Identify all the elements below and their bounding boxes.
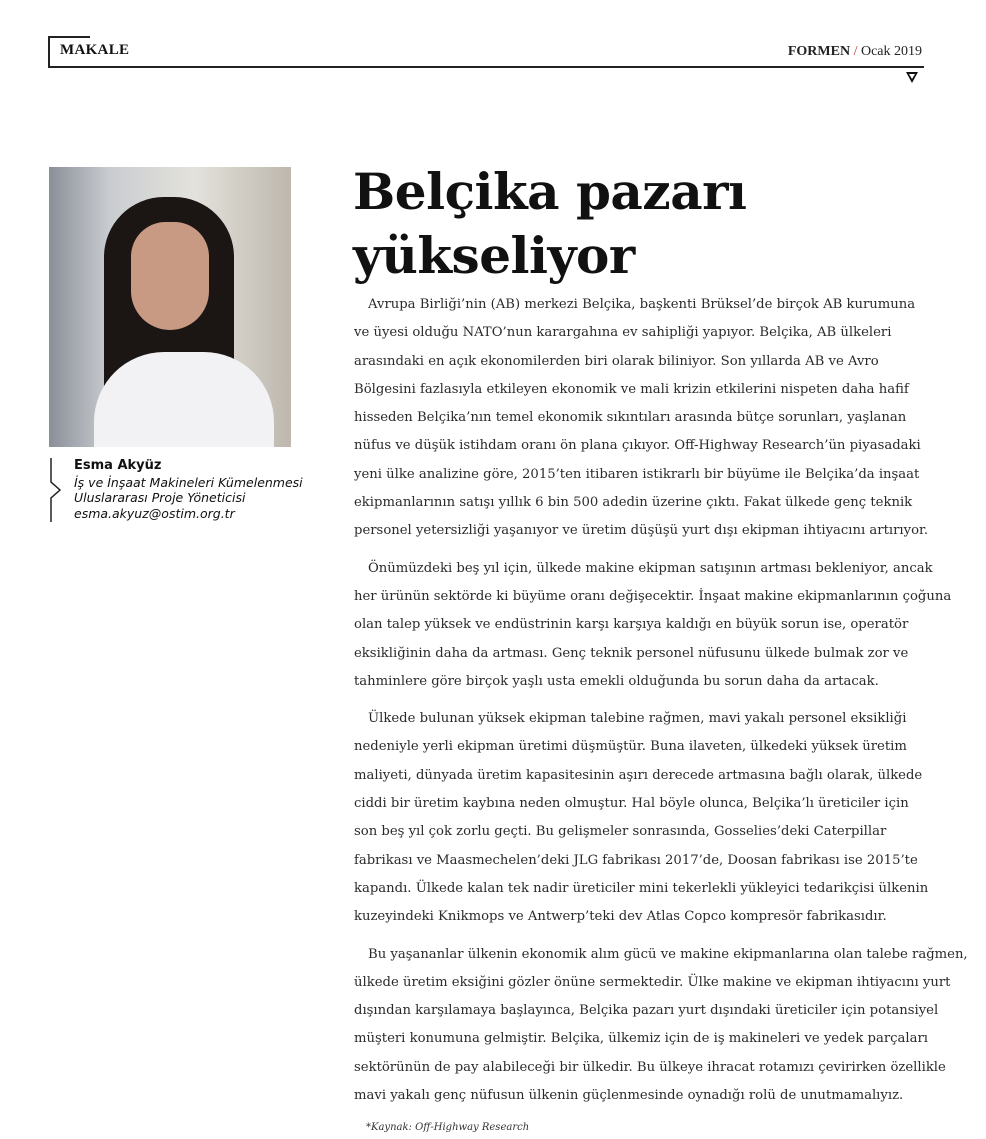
text-line: sektörünün de pay alabileceği bir ülkedir. Bu ülkeye ihracat rotamızı çevirirken özellikle [354,1059,946,1075]
text-line: eksikliğinin daha da artması. Genç teknik personel nüfusunu ülkede bulmak zor ve [354,645,909,661]
magazine-name: FORMEN [787,44,851,59]
paragraph [354,555,952,696]
bracket-icon [50,458,62,522]
paragraph [354,941,968,1111]
text-line: müşteri konumuna gelmiştir. Belçika, ülkemiz için de iş makineleri ve yedek parçaları [354,1031,928,1047]
text-line: ciddi bir üretim kaybına neden olmuştur. Hal böyle olunca, Belçika’lı üreticiler için [354,796,909,812]
article-title [353,160,746,288]
text-line: arasındaki en açık ekonomilerden biri olarak biliniyor. Son yıllarda AB ve Avro [354,353,879,369]
text-line: personel yetersizliği yaşanıyor ve üretim düşüşü yurt dışı ekipman ihtiyacını artırıyor. [354,523,929,539]
text-line: olan talep yüksek ve endüstrinin karşı karşıya kaldığı en büyük sorun ise, operatör [354,617,909,633]
text-line: nüfus ve düşük istihdam oranı ön plana çıkıyor. Off-Highway Research’ün piyasadaki [354,438,921,454]
issue-date: Ocak 2019 [860,44,922,59]
paragraph [354,291,929,546]
text-line: Avrupa Birliği’nin (AB) merkezi Belçika, başkenti Brüksel’de birçok AB kurumuna [368,297,916,312]
author-byline [50,458,310,522]
paragraph [354,705,929,931]
title-line: Belçika pazarı [353,162,747,221]
text-line: maliyeti, dünyada üretim kapasitesinin aşırı derecede artmasına bağlı olarak, ülkede [354,767,923,783]
text-line: ülkede üretim eksiğini gözler önüne sermektedir. Ülke makine ve ekipman ihtiyacını yurt [354,974,951,990]
text-line: tahminlere göre birçok yaşlı usta emekli olduğunda bu sorun daha da artacak. [354,673,879,689]
text-line: son beş yıl çok zorlu geçti. Bu gelişmeler sonrasında, Gosselies’deki Caterpillar [354,824,887,840]
text-line: ekipmanlarının satışı yıllık 6 bin 500 adedin üzerine çıktı. Fakat ülkede genç teknik [354,495,913,511]
text-line: kapandı. Ülkede kalan tek nadir üreticiler mini tekerlekli yükleyici tedarikçisi ülkenin [354,880,929,896]
footnote: *Kaynak: Off-Highway Research [366,1122,530,1133]
text-line: Bölgesini fazlasıyla etkileyen ekonomik ve mali krizin etkilerini nispeten daha hafif [354,381,909,397]
text-line: kuzeyindeki Knikmops ve Antwerp’teki dev Atlas Copco kompresör fabrikasıdır. [354,909,887,925]
text-line: fabrikası ve Maasmechelen’deki JLG fabrikası 2017’de, Doosan fabrikası ise 2015’te [354,852,918,868]
author-name: Esma Akyüz [74,458,162,473]
text-line: hisseden Belçika’nın temel ekonomik sıkıntıları arasında bütçe sorunları, yaşlanan [354,410,907,426]
separator: / [853,44,858,59]
text-line: mavi yakalı genç nüfusun ülkenin güçlenmesinde oynadığı rolü de unutmamalıyız. [354,1088,904,1104]
magazine-issue [788,44,922,60]
author-photo [49,167,291,447]
text-line: dışından karşılamaya başlayınca, Belçika pazarı yurt dışındaki üreticiler için potansiyel [354,1003,939,1019]
title-line: yükseliyor [353,226,635,285]
triangle-down-icon [906,72,918,83]
article-body [354,291,968,1119]
author-email: esma.akyuz@ostim.org.tr [74,506,235,521]
author-role-2: Uluslararası Proje Yöneticisi [74,490,246,505]
text-line: ve üyesi olduğu NATO’nun karargahına ev sahipliği yapıyor. Belçika, AB ülkeleri [354,325,892,341]
text-line: Bu yaşananlar ülkenin ekonomik alım gücü ve makine ekipmanlarına olan talebe rağmen, [368,946,968,962]
text-line: yeni ülke analizine göre, 2015’ten itibaren istikrarlı bir büyüme ile Belçika’da inşaat [354,466,920,482]
text-line: her ürünün sektörde ki büyüme oranı değişecektir. İnşaat makine ekipmanlarının çoğuna [354,588,952,604]
author-role: İş ve İnşaat Makineleri Kümelenmesi [74,475,303,490]
text-line: Ülkede bulunan yüksek ekipman talebine rağmen, mavi yakalı personel eksikliği [368,711,907,727]
section-label: MAKALE [60,42,130,58]
text-line: nedeniyle yerli ekipman üretimi düşmüştür. Buna ilaveten, ülkedeki yüksek üretim [354,739,907,755]
text-line: Önümüzdeki beş yıl için, ülkede makine ekipman satışının artması bekleniyor, ancak [368,560,933,576]
